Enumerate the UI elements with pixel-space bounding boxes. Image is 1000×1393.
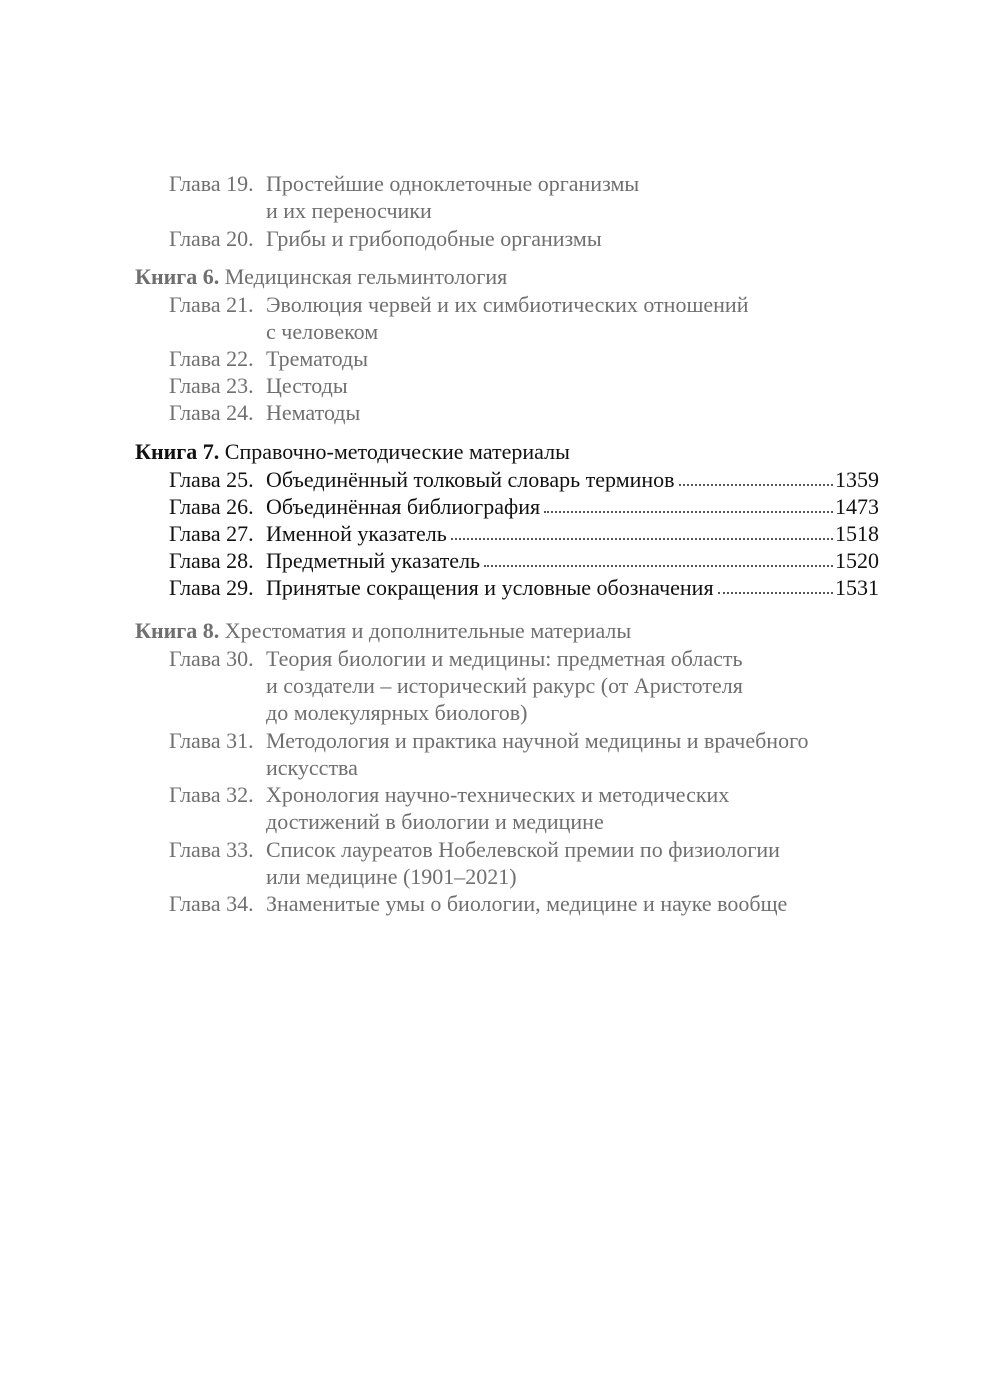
chapter-title: Трематоды — [266, 346, 368, 371]
chapter-title-continuation: и их переносчики — [266, 198, 432, 223]
toc-entry-chapter-22[interactable] — [169, 345, 879, 372]
chapter-title: Теория биологии и медицины: предметная область — [266, 646, 743, 671]
toc-entry-chapter-30[interactable] — [169, 645, 879, 726]
toc-entry-chapter-29[interactable] — [169, 574, 879, 601]
chapter-title: Эволюция червей и их симбиотических отношений — [266, 292, 749, 317]
toc-entry-chapter-21[interactable] — [169, 291, 879, 345]
chapter-title: Цестоды — [266, 373, 348, 398]
book-heading-8[interactable] — [135, 617, 631, 645]
toc-entry-chapter-31[interactable] — [169, 727, 879, 781]
chapter-label: Глава 19. — [169, 171, 254, 196]
chapter-title-continuation: достижений в биологии и медицине — [266, 809, 604, 834]
toc-entry-chapter-28[interactable] — [169, 547, 879, 574]
dot-leader — [544, 493, 833, 513]
book-label: Книга 8. — [135, 618, 220, 643]
chapter-label: Глава 33. — [169, 837, 254, 862]
book-heading-6[interactable] — [135, 263, 507, 291]
chapter-label: Глава 22. — [169, 346, 254, 371]
toc-entry-chapter-23[interactable] — [169, 372, 879, 399]
dot-leader — [451, 520, 833, 540]
chapter-label: Глава 32. — [169, 782, 254, 807]
dot-leader — [679, 466, 833, 486]
chapter-label: Глава 29. — [169, 575, 254, 600]
chapter-label: Глава 28. — [169, 548, 254, 573]
chapter-title: Объединённый толковый словарь терминов — [266, 467, 675, 492]
chapter-title-continuation: с человеком — [266, 319, 379, 344]
chapter-label: Глава 23. — [169, 373, 254, 398]
toc-entry-chapter-25[interactable] — [169, 466, 879, 493]
chapter-title: Предметный указатель — [266, 548, 481, 573]
page-number: 1518 — [835, 521, 879, 546]
chapter-label: Глава 27. — [169, 521, 254, 546]
chapter-label: Глава 34. — [169, 891, 254, 916]
book-heading-7[interactable] — [135, 438, 570, 466]
dot-leader — [484, 547, 833, 567]
page-number: 1359 — [835, 467, 879, 492]
toc-entry-chapter-26[interactable] — [169, 493, 879, 520]
chapter-title-continuation: и создатели – исторический ракурс (от Аристотеля — [266, 673, 743, 698]
chapter-label: Глава 31. — [169, 728, 254, 753]
toc-entry-chapter-19[interactable] — [169, 170, 879, 224]
chapter-label: Глава 21. — [169, 292, 254, 317]
chapter-title-continuation: до молекулярных биологов) — [266, 700, 528, 725]
chapter-title: Список лауреатов Нобелевской премии по физиологии — [266, 837, 780, 862]
toc-entry-chapter-34[interactable] — [169, 890, 879, 917]
toc-entry-chapter-33[interactable] — [169, 836, 879, 890]
toc-entry-chapter-20[interactable] — [169, 225, 879, 252]
toc-entry-chapter-27[interactable] — [169, 520, 879, 547]
chapter-title: Методология и практика научной медицины и врачебного — [266, 728, 809, 753]
chapter-title: Нематоды — [266, 400, 361, 425]
chapter-label: Глава 30. — [169, 646, 254, 671]
chapter-title: Принятые сокращения и условные обозначения — [266, 575, 714, 600]
page-number: 1520 — [835, 548, 879, 573]
chapter-label: Глава 25. — [169, 467, 254, 492]
toc-entry-chapter-24[interactable] — [169, 399, 879, 426]
page-number: 1473 — [835, 494, 879, 519]
chapter-label: Глава 20. — [169, 226, 254, 251]
book-label: Книга 6. — [135, 264, 220, 289]
book-title: Хрестоматия и дополнительные материалы — [224, 618, 632, 643]
chapter-title: Именной указатель — [266, 521, 447, 546]
chapter-label: Глава 26. — [169, 494, 254, 519]
chapter-title: Знаменитые умы о биологии, медицине и науке вообще — [266, 891, 788, 916]
book-title: Медицинская гельминтология — [224, 264, 508, 289]
dot-leader — [718, 574, 833, 594]
page-number: 1531 — [835, 575, 879, 600]
chapter-label: Глава 24. — [169, 400, 254, 425]
toc-entry-chapter-32[interactable] — [169, 781, 879, 835]
chapter-title: Объединённая библиография — [266, 494, 541, 519]
chapter-title: Хронология научно-технических и методических — [266, 782, 730, 807]
book-label: Книга 7. — [135, 439, 220, 464]
chapter-title: Простейшие одноклеточные организмы — [266, 171, 640, 196]
book-title: Справочно-методические материалы — [224, 439, 570, 464]
chapter-title: Грибы и грибоподобные организмы — [266, 226, 602, 251]
chapter-title-continuation: или медицине (1901–2021) — [266, 864, 517, 889]
chapter-title-continuation: искусства — [266, 755, 358, 780]
